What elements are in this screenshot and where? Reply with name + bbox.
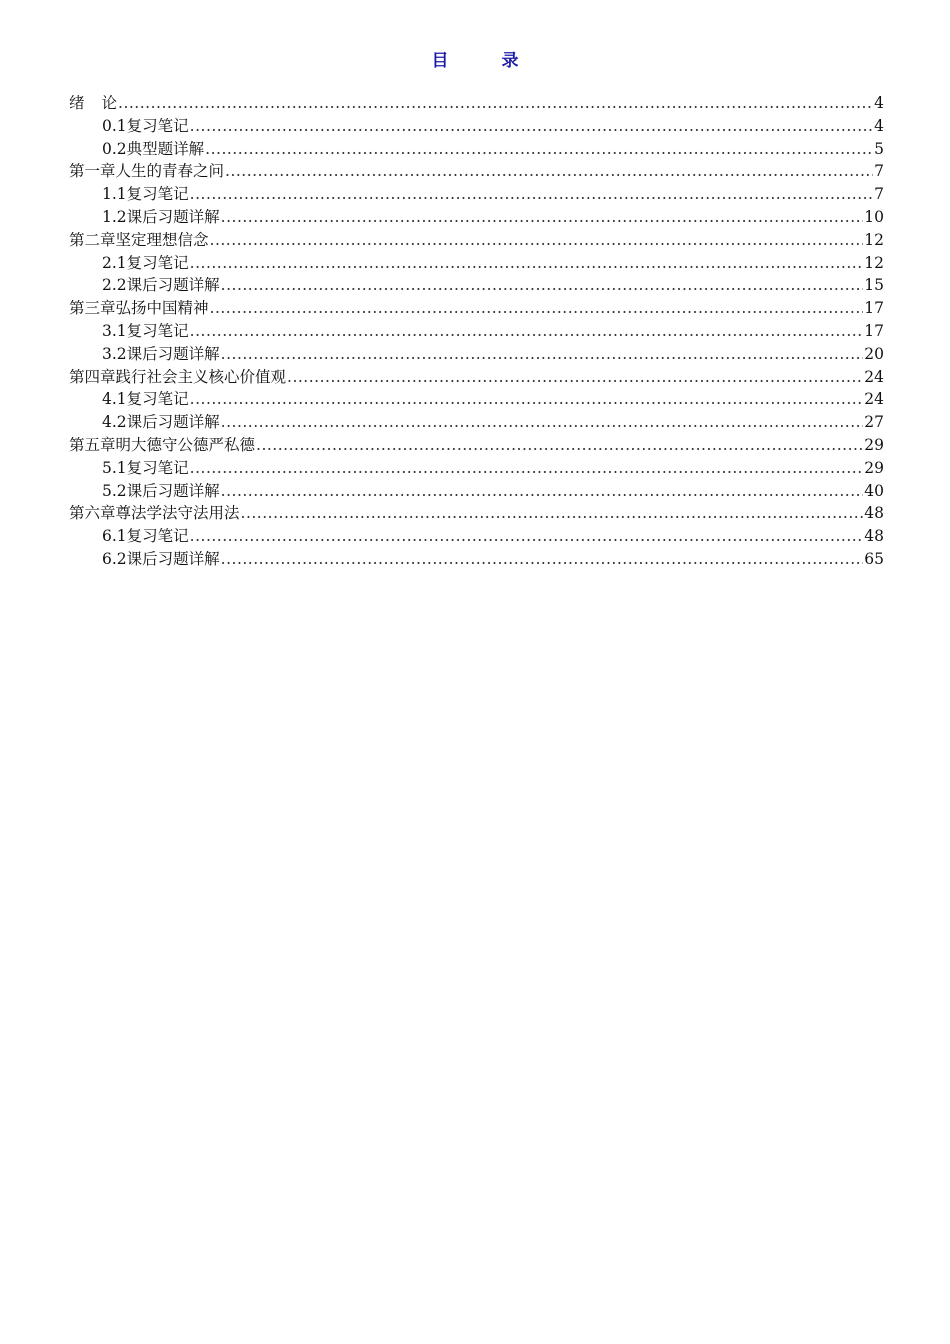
toc-dot-leader — [221, 206, 864, 229]
toc-entry-label: 复习笔记 — [126, 390, 189, 409]
toc-entry-number: 5.2 — [102, 481, 127, 500]
toc-section-entry[interactable] — [69, 115, 884, 138]
toc-section-entry[interactable] — [69, 252, 884, 275]
toc-entry-page-number: 29 — [864, 458, 884, 477]
toc-entry-page-number: 15 — [864, 276, 884, 295]
toc-list — [69, 92, 884, 571]
toc-entry-label: 践行社会主义核心价值观 — [115, 367, 287, 386]
toc-entry-page-number: 65 — [864, 549, 884, 568]
toc-entry-number: 2.2 — [102, 276, 127, 295]
toc-entry-number: 绪 — [69, 94, 102, 112]
toc-section-entry[interactable] — [69, 480, 884, 503]
toc-section-entry[interactable] — [69, 320, 884, 343]
toc-entry-label: 明大德守公德严私德 — [115, 435, 256, 454]
toc-dot-leader — [190, 320, 864, 343]
toc-entry-page-number: 48 — [864, 527, 884, 546]
toc-dot-leader — [221, 480, 864, 503]
toc-chapter-entry[interactable] — [69, 92, 884, 115]
toc-dot-leader — [190, 252, 864, 275]
toc-entry-number: 3.1 — [102, 321, 127, 340]
toc-dot-leader — [210, 229, 864, 252]
toc-entry-number: 0.2 — [102, 139, 127, 158]
toc-chapter-entry[interactable] — [69, 160, 884, 183]
toc-dot-leader — [221, 343, 864, 366]
toc-entry-label: 论 — [101, 94, 118, 112]
toc-chapter-entry[interactable] — [69, 366, 884, 389]
toc-entry-label: 课后习题详解 — [126, 413, 220, 432]
toc-entry-label: 复习笔记 — [126, 116, 189, 135]
toc-entry-page-number: 4 — [874, 116, 884, 135]
toc-entry-page-number: 40 — [864, 481, 884, 500]
toc-entry-page-number: 12 — [864, 253, 884, 272]
toc-entry-number: 第六章 — [69, 504, 116, 523]
toc-dot-leader — [221, 548, 864, 571]
toc-entry-page-number: 48 — [864, 504, 884, 523]
toc-title: 目 录 — [431, 51, 537, 71]
toc-entry-number: 第五章 — [69, 435, 116, 454]
toc-entry-page-number: 24 — [864, 390, 884, 409]
toc-chapter-entry[interactable] — [69, 229, 884, 252]
toc-entry-label: 复习笔记 — [126, 321, 189, 340]
toc-entry-number: 第四章 — [69, 367, 116, 386]
toc-entry-page-number: 7 — [874, 162, 884, 181]
toc-entry-label: 复习笔记 — [126, 185, 189, 204]
toc-entry-label: 弘扬中国精神 — [115, 299, 209, 318]
toc-entry-number: 第二章 — [69, 230, 116, 249]
toc-dot-leader — [190, 183, 873, 206]
toc-entry-number: 4.2 — [102, 413, 127, 432]
toc-entry-label: 课后习题详解 — [126, 549, 220, 568]
toc-dot-leader — [118, 92, 873, 115]
toc-entry-label: 复习笔记 — [126, 253, 189, 272]
toc-section-entry[interactable] — [69, 274, 884, 297]
toc-section-entry[interactable] — [69, 183, 884, 206]
toc-entry-page-number: 17 — [864, 321, 884, 340]
toc-entry-number: 6.1 — [102, 527, 127, 546]
toc-dot-leader — [190, 525, 864, 548]
toc-dot-leader — [256, 434, 863, 457]
toc-entry-number: 2.1 — [102, 253, 127, 272]
toc-entry-label: 课后习题详解 — [126, 207, 220, 226]
toc-entry-page-number: 7 — [874, 185, 884, 204]
toc-section-entry[interactable] — [69, 457, 884, 480]
toc-entry-number: 1.2 — [102, 207, 127, 226]
toc-dot-leader — [190, 115, 873, 138]
toc-entry-number: 0.1 — [102, 116, 127, 135]
toc-section-entry[interactable] — [69, 411, 884, 434]
toc-dot-leader — [190, 457, 864, 480]
toc-entry-label: 坚定理想信念 — [115, 230, 209, 249]
toc-dot-leader — [221, 274, 864, 297]
toc-entry-number: 第三章 — [69, 299, 116, 318]
toc-entry-number: 1.1 — [102, 185, 127, 204]
toc-section-entry[interactable] — [69, 548, 884, 571]
toc-section-entry[interactable] — [69, 343, 884, 366]
toc-entry-page-number: 29 — [864, 435, 884, 454]
toc-entry-label: 课后习题详解 — [126, 276, 220, 295]
toc-entry-page-number: 4 — [874, 94, 884, 112]
toc-dot-leader — [190, 388, 864, 411]
toc-entry-page-number: 10 — [864, 207, 884, 226]
toc-section-entry[interactable] — [69, 206, 884, 229]
toc-entry-number: 5.1 — [102, 458, 127, 477]
toc-section-entry[interactable] — [69, 525, 884, 548]
toc-entry-label: 课后习题详解 — [126, 481, 220, 500]
toc-entry-number: 4.1 — [102, 390, 127, 409]
toc-entry-page-number: 24 — [864, 367, 884, 386]
toc-entry-label: 人生的青春之问 — [115, 162, 225, 181]
toc-dot-leader — [221, 411, 864, 434]
toc-chapter-entry[interactable] — [69, 434, 884, 457]
toc-entry-label: 复习笔记 — [126, 527, 189, 546]
toc-entry-label: 典型题详解 — [126, 139, 205, 158]
toc-entry-number: 第一章 — [69, 162, 116, 181]
toc-entry-page-number: 12 — [864, 230, 884, 249]
toc-chapter-entry[interactable] — [69, 502, 884, 525]
toc-dot-leader — [205, 138, 873, 161]
toc-entry-page-number: 17 — [864, 299, 884, 318]
toc-entry-number: 3.2 — [102, 344, 127, 363]
toc-dot-leader — [225, 160, 873, 183]
toc-entry-label: 尊法学法守法用法 — [115, 504, 240, 523]
toc-entry-page-number: 27 — [864, 413, 884, 432]
toc-section-entry[interactable] — [69, 388, 884, 411]
toc-entry-label: 课后习题详解 — [126, 344, 220, 363]
toc-entry-page-number: 5 — [874, 139, 884, 158]
toc-chapter-entry[interactable] — [69, 297, 884, 320]
toc-dot-leader — [287, 366, 863, 389]
toc-entry-label: 复习笔记 — [126, 458, 189, 477]
toc-entry-number: 6.2 — [102, 549, 127, 568]
toc-dot-leader — [241, 502, 864, 525]
toc-dot-leader — [210, 297, 864, 320]
toc-entry-page-number: 20 — [864, 344, 884, 363]
toc-section-entry[interactable] — [69, 138, 884, 161]
